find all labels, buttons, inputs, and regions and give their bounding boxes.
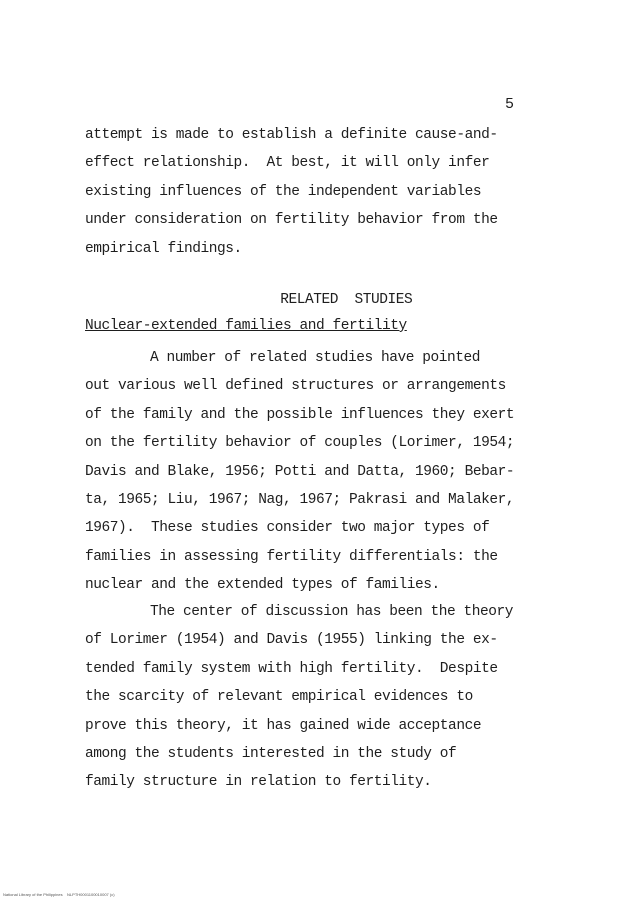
footer-watermark: National Library of the Philippines NLPTH0001100010007 (c) — [3, 892, 115, 897]
paragraph-theory — [85, 598, 555, 797]
text-line: among the students interested in the study of — [85, 746, 457, 763]
text-line: Davis and Blake, 1956; Potti and Datta, 1960; Bebar- — [85, 463, 515, 480]
text-line: of Lorimer (1954) and Davis (1955) linking the ex- — [85, 632, 498, 649]
text-line: under consideration on fertility behavior from the — [85, 212, 498, 229]
page-number: 5 — [505, 96, 515, 113]
section-heading: RELATED STUDIES — [280, 292, 413, 308]
text-line: attempt is made to establish a definite cause-and- — [85, 127, 498, 143]
text-line: family structure in relation to fertility. — [85, 774, 432, 791]
paragraph-related-studies — [85, 344, 555, 600]
text-line: 1967). These studies consider two major types of — [85, 520, 490, 537]
text-line: empirical findings. — [85, 240, 242, 257]
section-heading-container — [0, 276, 640, 308]
text-line: of the family and the possible influences they exert — [85, 406, 515, 423]
subheading: Nuclear-extended families and fertility — [85, 318, 407, 334]
text-line: nuclear and the extended types of families. — [85, 577, 440, 594]
text-line: A number of related studies have pointed — [150, 350, 481, 366]
text-line: the scarcity of relevant empirical evidences to — [85, 689, 473, 706]
text-line: existing influences of the independent variables — [85, 183, 482, 200]
text-line: out various well defined structures or arrangements — [85, 378, 506, 395]
paragraph-intro — [85, 121, 555, 263]
text-line: effect relationship. At best, it will only infer — [85, 155, 490, 172]
text-line: tended family system with high fertility. Despite — [85, 660, 498, 677]
text-line: The center of discussion has been the theory — [150, 604, 514, 620]
text-line: on the fertility behavior of couples (Lorimer, 1954; — [85, 435, 515, 452]
text-line: families in assessing fertility differentials: the — [85, 548, 498, 565]
text-line: prove this theory, it has gained wide acceptance — [85, 717, 482, 734]
text-line: ta, 1965; Liu, 1967; Nag, 1967; Pakrasi and Malaker, — [85, 492, 515, 509]
